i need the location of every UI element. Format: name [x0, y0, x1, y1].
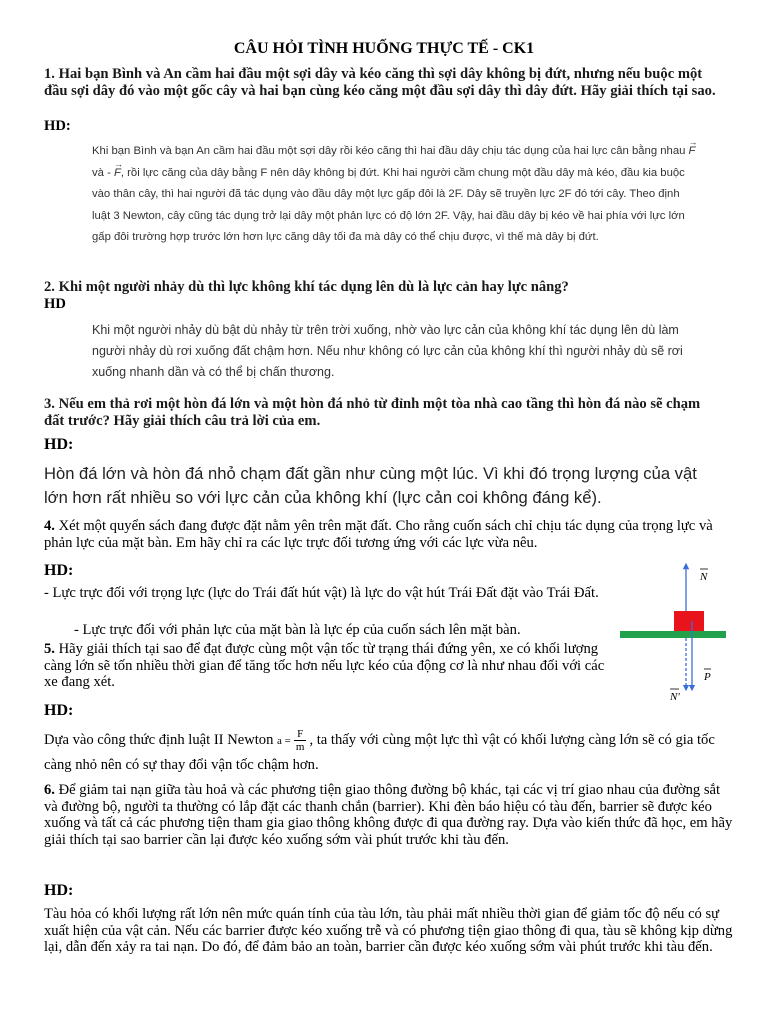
hd-label-1: HD: [44, 118, 71, 134]
question-5: 5. Hãy giải thích tại sao để đạt được cùng một vận tốc từ trạng thái đứng yên, xe có khối lượng càng lớn sẽ tốn nhiều thời gian để tăng tốc hơn nếu lực kéo của động cơ là như nhau đối với các xe đang xét. [44, 641, 605, 690]
page-title: CÂU HỎI TÌNH HUỐNG THỰC TẾ - CK1 [233, 40, 535, 57]
answer-4-bullet-1: - Lực trực đối với trọng lực (lực do Trái đất hút vật) là lực do vật hút Trái Đất đặt vào Trái Đất. [44, 585, 599, 601]
answer-1: Khi bạn Bình và bạn An cầm hai đầu một sợi dây rồi kéo căng thì hai đầu dây chịu tác dụng của hai lực cân bằng nhau → F và - → F, rồi lực căng của dây bằng F nên dây không bị đứt. Khi hai người cầm chung một đầu dây mà kéo, đầu kia buộc vào thân cây, thì hai người đã tác dụng vào đầu dây một lực gấp đôi là 2F. Dây sẽ truyền lực 2F đó tới cây. Theo định luật 3 Newton, cây cũng tác dụng trở lại dây một phản lực có độ lớn 2F. Vậy, hai đầu dây bị kéo về hai phía với lực lớn gấp đôi trường hợp trước lớn hơn lực căng dây tối đa mà dây có thể chịu được, vì thế mà dây bị đứt. [92, 141, 698, 249]
hd-label-3: HD: [44, 436, 74, 453]
question-text: Hai bạn Bình và An cầm hai đầu một sợi dây và kéo căng thì sợi dây không bị đứt, nhưng nếu buộc một đầu sợi dây đó vào một gốc cây và hai bạn cùng kéo căng một đầu sợi dây thì dây đứt. Hãy giải thích tại sao. [44, 66, 716, 99]
answer-4-bullet-2: - Lực trực đối với phản lực của mặt bàn là lực ép của cuốn sách lên mặt bàn. [74, 622, 521, 638]
label-p: P [704, 671, 711, 683]
question-number: 1. [44, 66, 55, 82]
answer-3: Hòn đá lớn và hòn đá nhỏ chạm đất gần như cùng một lúc. Vì khi đó trọng lượng của vật lớn hơn rất nhiều so với lực cản của không khí (lực cản coi không đáng kể). [44, 464, 697, 507]
answer-2: Khi một người nhảy dù bật dù nhảy từ trên trời xuống, nhờ vào lực cản của không khí tác dụng lên dù làm người nhảy dù rơi xuống đất chậm hơn. Nếu như không có lực cản của không khí thì người nhảy dù sẽ rơi xuống nhanh dần và có thể bị chấn thương. [92, 323, 683, 379]
hd-label-6: HD: [44, 882, 74, 899]
vector-f-negative: → F [114, 163, 121, 185]
vector-f: → F [689, 141, 696, 163]
question-6: 6. Để giảm tai nạn giữa tàu hoả và các phương tiện giao thông đường bộ khác, tại các vị trí giao nhau của đường sắt và đường bộ, người ta thường có lắp đặt các thanh chắn (barrier). Khi đèn báo hiệu có tàu đến, barrier sẽ được kéo xuống và tất cả các phương tiện tham gia giao thông không được đi qua đường ray. Dựa vào kiến thức đã học, em hãy giải thích tại sao barrier cần lại được kéo xuống sớm vài phút trước khi tàu đến. [44, 782, 733, 848]
force-diagram [616, 560, 732, 710]
label-n-prime: N' [670, 691, 680, 703]
question-2: 2. Khi một người nhảy dù thì lực không khí tác dụng lên dù là lực cản hay lực nâng? [44, 279, 569, 295]
answer-5: Dựa vào công thức định luật II Newton a = $\frac{F}{m}$ , ta thấy với cùng một lực thì vật có khối lượng càng lớn sẽ có gia tốc càng nhỏ nên có sự thay đổi vận tốc chậm hơn. [44, 728, 715, 774]
question-3: 3. Nếu em thả rơi một hòn đá lớn và một hòn đá nhỏ từ đỉnh một tòa nhà cao tầng thì hòn đá nào sẽ chạm đất trước? Hãy giải thích câu trả lời của em. [44, 396, 701, 429]
force-diagram-svg [616, 560, 732, 710]
label-n: N [700, 571, 708, 583]
book-block [674, 611, 704, 631]
question-4: 4. Xét một quyển sách đang được đặt nằm yên trên mặt đất. Cho rằng cuốn sách chỉ chịu tác dụng của trọng lực và phản lực của mặt bàn. Em hãy chỉ ra các lực trực đối tương ứng với các lực vừa nêu. [44, 518, 713, 551]
table-surface [620, 631, 726, 638]
newton-formula: $\frac{F}{m}$ [295, 728, 305, 754]
hd-label-4: HD: [44, 562, 74, 579]
hd-label-5: HD: [44, 702, 74, 719]
hd-label-2: HD [44, 296, 66, 312]
question-1 [44, 66, 724, 99]
answer-6: Tàu hỏa có khối lượng rất lớn nên mức quán tính của tàu lớn, tàu phải mất nhiều thời gian để giảm tốc độ nếu có sự xuất hiện của vật cản. Nếu các barrier được kéo xuống trễ và có phương tiện giao thông đi qua, tàu sẽ không kịp dừng lại, dẫn đến xảy ra tai nạn. Do đó, để đảm bảo an toàn, barrier cần được kéo xuống sớm vài phút trước khi tàu đến. [44, 906, 733, 955]
